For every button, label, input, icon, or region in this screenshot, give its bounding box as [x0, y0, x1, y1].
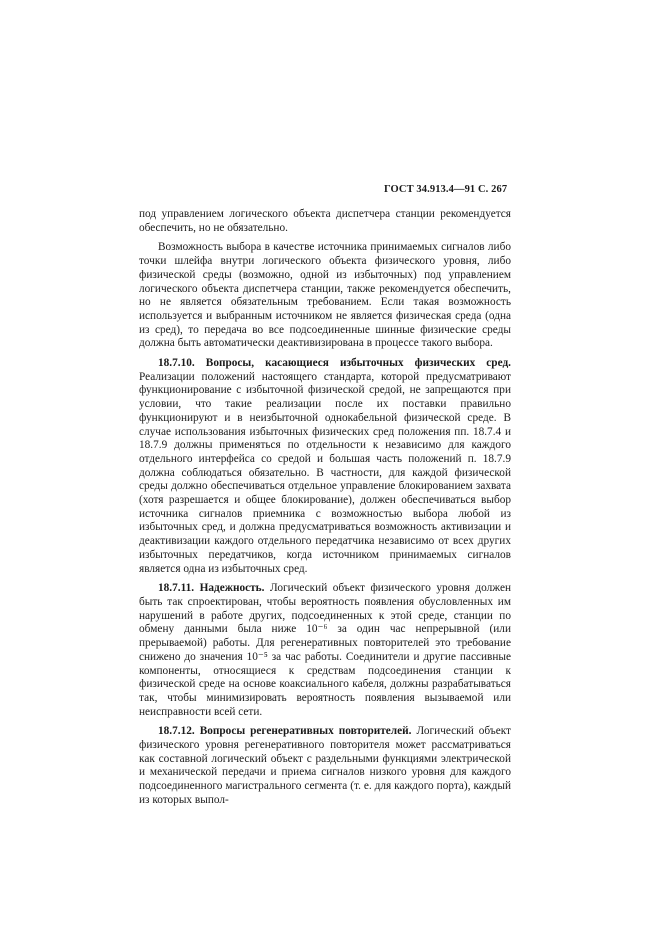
document-body — [139, 208, 511, 808]
section-18-7-11 — [139, 582, 511, 719]
section-heading: 18.7.11. Надежность. — [158, 582, 265, 595]
paragraph-text: Реализации положений настоящего стандарта, которой предусматривают функционирование с избыточной физической средой, не запрещаются при условии, что такие реализации после их поставки правильно функционируют и в неизбыточной однокабельной физической среде. В случае использования избыточных физических сред положения пп. 18.7.4 и 18.7.9 должны применяться по отдельности к независимо для каждого отдельного интерфейса со средой и большая часть положений п. 18.7.9 должна соблюдаться обязательно. В частности, для каждой физической среды должно обеспечиваться отдельное управление блокированием захвата (хотя разрешается и общее блокирование), должен обеспечиваться выбор источника сигналов приемника с возможностью выбора любой из избыточных сред, и должна предусматриваться возможность активизации и деактивизации каждого отдельного передатчика независимо от всех других избыточных передатчиков, когда источником принимаемых сигналов является одна из избыточных сред. — [139, 370, 511, 575]
paragraph-text: Возможность выбора в качестве источника принимаемых сигналов либо точки шлейфа внутри логического объекта физического уровня, либо физической среды (возможно, одной из избыточных) под управлением логического объекта диспетчера станции, также рекомендуется обеспечить, но не является обязательным требованием. Если такая возможность используется и выбранным источником не является физическая среда (одна из сред), то передача во все подсоединенные шинные физические среды должна быть автоматически деактивизирована в процессе такого выбора. — [139, 241, 511, 350]
page-header — [384, 184, 514, 195]
running-title: ГОСТ 34.913.4—91 С. 267 — [384, 184, 508, 195]
paragraph-text: под управлением логического объекта диспетчера станции рекомендуется обеспечить, но не обязательно. — [139, 208, 511, 234]
section-18-7-12 — [139, 725, 511, 807]
paragraph-source-selection — [139, 241, 511, 351]
paragraph-text: Логический объект физического уровня регенеративного повторителя может рассматриваться как составной логический объект с раздельными функциями электрической и механической передачи и приема сигналов низкого уровня для каждого подсоединенного магистрального сегмента (т. е. для каждого порта), каждый из которых выпол- — [139, 725, 511, 806]
section-heading: 18.7.10. Вопросы, касающиеся избыточных физических сред. — [158, 357, 511, 370]
paragraph-continuation — [139, 208, 511, 235]
paragraph-text: Логический объект физического уровня должен быть так спроектирован, чтобы вероятность появления обусловленных им нарушений в работе других, подсоединенных к этой среде, станции по обмену данными была ниже 10⁻⁶ за один час непрерывной (или прерываемой) работы. Для регенеративных повторителей это требование снижено до значения 10⁻⁵ за час работы. Соединители и другие пассивные компоненты, относящиеся к средствам подсоединения станции к физической среде на основе коаксиального кабеля, должны разрабатываться так, чтобы минимизировать вероятность появления вызываемой или неисправности всей сети. — [139, 582, 512, 718]
section-18-7-10 — [139, 357, 511, 576]
section-heading: 18.7.12. Вопросы регенеративных повторителей. — [158, 725, 412, 738]
